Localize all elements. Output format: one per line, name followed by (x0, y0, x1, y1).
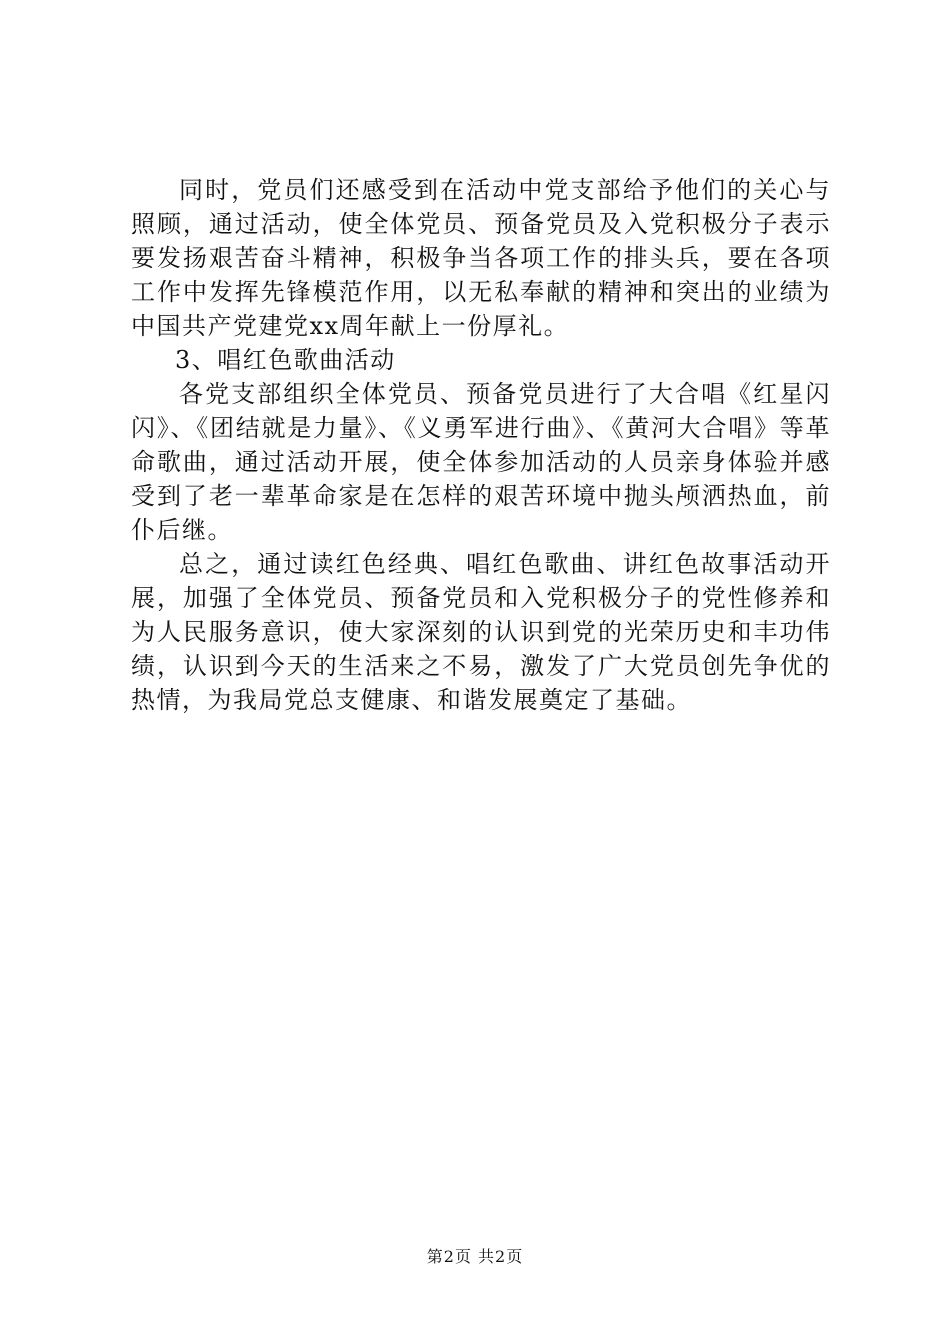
page-number-footer: 第2页 共2页 (426, 1247, 524, 1266)
paragraph-summary: 总之，通过读红色经典、唱红色歌曲、讲红色故事活动开展，加强了全体党员、预备党员和入党积极分子的党性修养和为人民服务意识，使大家深刻的认识到党的光荣历史和丰功伟绩，认识到今天的生活来之不易，激发了广大党员创先争优的热情，为我局党总支健康、和谐发展奠定了基础。 (131, 550, 831, 714)
document-body (131, 173, 831, 717)
paragraph-care: 同时，党员们还感受到在活动中党支部给予他们的关心与照顾，通过活动，使全体党员、预备党员及入党积极分子表示要发扬艰苦奋斗精神，积极争当各项工作的排头兵，要在各项工作中发挥先锋模范作用，以无私奉献的精神和突出的业绩为中国共产党建党xx周年献上一份厚礼。 (131, 176, 831, 340)
paragraph-chorus: 各党支部组织全体党员、预备党员进行了大合唱《红星闪闪》、《团结就是力量》、《义勇军进行曲》、《黄河大合唱》等革命歌曲，通过活动开展，使全体参加活动的人员亲身体验并感受到了老一辈革命家是在怎样的艰苦环境中抛头颅洒热血，前仆后继。 (131, 380, 831, 544)
section-heading-red-songs: 3、唱红色歌曲活动 (175, 346, 396, 374)
